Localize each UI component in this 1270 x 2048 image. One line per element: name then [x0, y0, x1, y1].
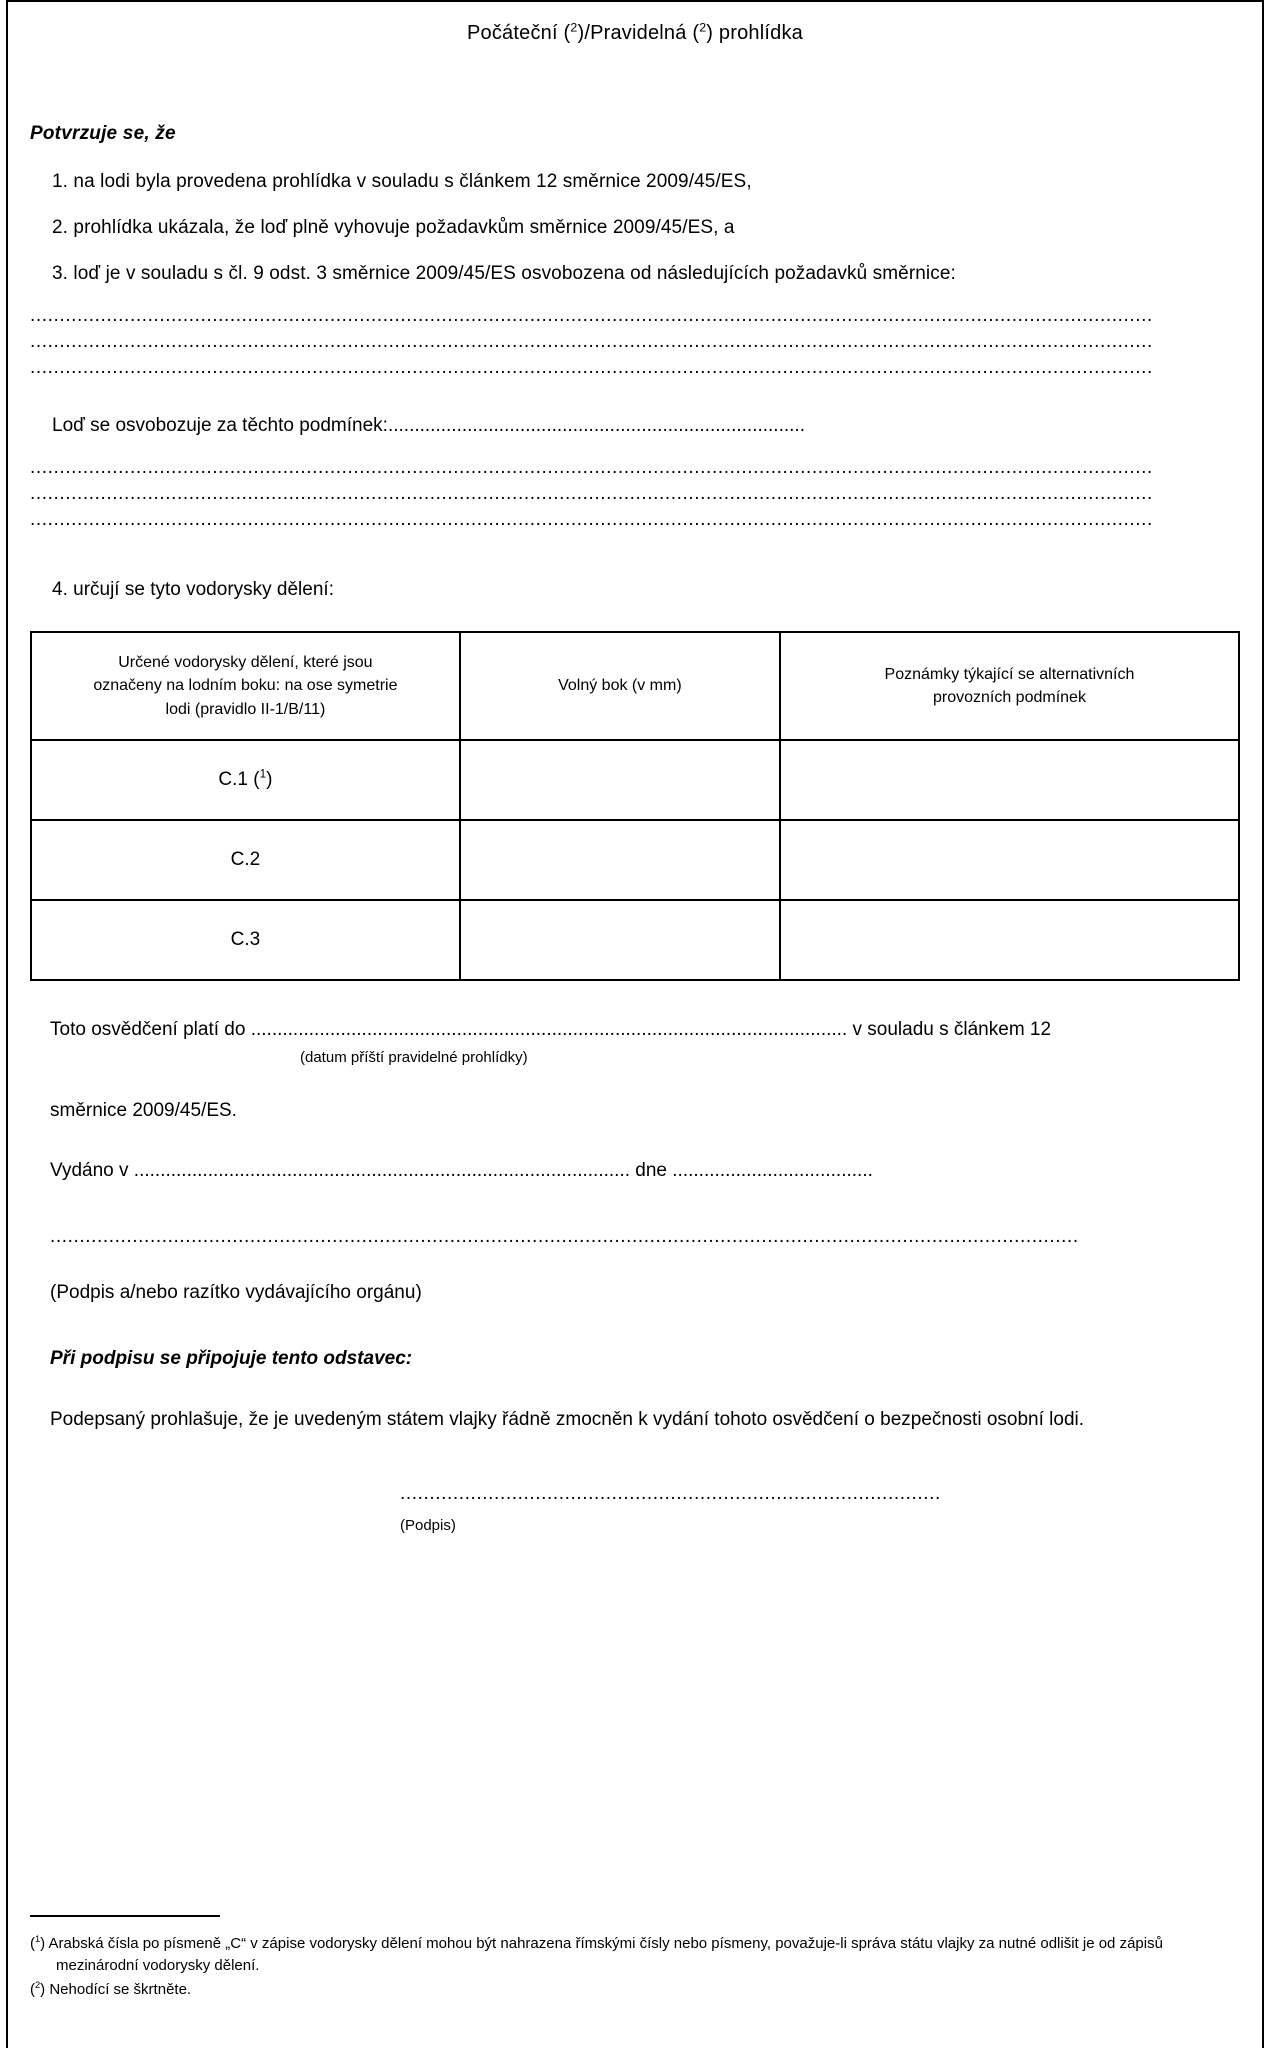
footnote-2-marker-number: 2	[35, 1980, 41, 1991]
list-item-3: 3. loď je v souladu s čl. 9 odst. 3 směrnice 2009/45/ES osvobozena od následujících požadavků směrnice:	[52, 263, 956, 284]
row-remarks-c2[interactable]	[780, 820, 1239, 900]
header-col1-line3: lodi (pravidlo II-1/B/11)	[165, 700, 326, 718]
row-label-c1-footnote-marker: 1	[259, 767, 267, 781]
exemption-conditions-line	[30, 415, 1240, 437]
validity-caption: (datum příští pravidelné prohlídky)	[300, 1049, 528, 1066]
certification-list	[30, 171, 1240, 285]
row-label-c1-text-end: )	[266, 769, 273, 790]
exemption-conditions-label: Loď se osvobozuje za těchto podmínek:	[52, 415, 388, 436]
fill-in-dots-line-4: ...............................................................................................................................................................................................	[30, 457, 1153, 478]
row-remarks-c1[interactable]	[780, 740, 1239, 820]
row-label-c3: C.3	[31, 900, 460, 980]
validity-prefix: Toto osvědčení platí do	[50, 1019, 246, 1040]
footnote-separator	[30, 1915, 220, 1917]
validity-suffix: v souladu s článkem 12	[852, 1019, 1052, 1040]
fill-in-dots-line-1: ...............................................................................................................................................................................................	[30, 305, 1153, 326]
table-header-assigned-loadlines	[31, 632, 460, 740]
row-remarks-c3[interactable]	[780, 900, 1239, 980]
header-col1-line1: Určené vodorysky dělení, které jsou	[118, 654, 373, 672]
footnote-2-marker-close: )	[40, 1981, 46, 1999]
issued-date-label: dne	[635, 1160, 667, 1181]
table-row	[31, 820, 1239, 900]
signature-caption: (Podpis)	[400, 1516, 456, 1534]
fill-in-dots-line-6: ...............................................................................................................................................................................................	[30, 509, 1153, 530]
exemption-conditions-dots: ...............................................................................	[387, 415, 805, 436]
page-title	[30, 22, 1240, 45]
title-text-middle: )/Pravidelná (	[577, 22, 700, 44]
table-header-row	[31, 632, 1239, 740]
row-freeboard-c2[interactable]	[460, 820, 780, 900]
fill-in-dots-line-5: ...............................................................................................................................................................................................	[30, 483, 1153, 504]
page-content	[8, 0, 1262, 2048]
validity-dots: .................................................................................................................	[250, 1019, 848, 1040]
subdivision-loadlines-table	[30, 631, 1240, 981]
issued-date-dots: ......................................	[672, 1160, 873, 1181]
fill-in-dots-line-3: ...............................................................................................................................................................................................	[30, 357, 1153, 378]
row-label-c1-text: C.1 (	[218, 769, 260, 790]
footnote-1-marker-number: 1	[35, 1933, 41, 1944]
list-item-1: 1. na lodi byla provedena prohlídka v souladu s článkem 12 směrnice 2009/45/ES,	[52, 171, 752, 192]
title-text-before: Počáteční (	[466, 22, 571, 44]
intro-heading: Potvrzuje se, že	[30, 123, 176, 144]
footnote-1	[30, 1933, 1240, 1977]
title-footnote-marker-2: 2	[699, 20, 707, 35]
table-header-remarks	[780, 632, 1239, 740]
attached-paragraph-heading: Při podpisu se připojuje tento odstavec:	[50, 1348, 413, 1369]
footnote-2-marker-open: (	[30, 1981, 35, 1999]
title-text-after: ) prohlídka	[706, 22, 803, 44]
title-footnote-marker-1: 2	[570, 20, 578, 35]
page-border-right	[1262, 0, 1264, 2048]
footnote-1-marker-open: (	[30, 1934, 35, 1952]
signature-dots: ............................................................................................	[400, 1482, 941, 1504]
footnote-2	[30, 1979, 1240, 2001]
table-row	[31, 900, 1239, 980]
authority-signature-dots: ...............................................................................................................................................................................	[50, 1226, 1079, 1247]
authority-signature-caption: (Podpis a/nebo razítko vydávajícího orgánu)	[50, 1282, 422, 1303]
header-col3-line1: Poznámky týkající se alternativních	[884, 665, 1135, 683]
row-freeboard-c1[interactable]	[460, 740, 780, 820]
footnote-1-marker-close: )	[40, 1934, 46, 1952]
header-col1-line2: označeny na lodním boku: na ose symetrie	[93, 677, 398, 695]
validity-line	[30, 1019, 1240, 1041]
directive-reference-line: směrnice 2009/45/ES.	[50, 1100, 237, 1121]
footnotes-section	[30, 1915, 1240, 2004]
declaration-paragraph: Podepsaný prohlašuje, že je uvedeným státem vlajky řádně zmocněn k vydání tohoto osvědčení o bezpečnosti osobní lodi.	[50, 1409, 1085, 1430]
footnote-2-text: Nehodící se škrtněte.	[49, 1981, 192, 1999]
table-row	[31, 740, 1239, 820]
issued-place-label: Vydáno v	[50, 1160, 129, 1181]
issued-place-dots: ..............................................................................................	[133, 1160, 631, 1181]
list-item-4: 4. určují se tyto vodorysky dělení:	[52, 579, 334, 600]
list-item-2: 2. prohlídka ukázala, že loď plně vyhovuje požadavkům směrnice 2009/45/ES, a	[52, 217, 735, 238]
issued-line	[30, 1160, 1240, 1182]
header-col3-line2: provozních podmínek	[932, 689, 1086, 706]
row-label-c1	[31, 740, 460, 820]
row-freeboard-c3[interactable]	[460, 900, 780, 980]
fill-in-dots-line-2: ...............................................................................................................................................................................................	[30, 331, 1153, 352]
row-label-c2: C.2	[31, 820, 460, 900]
table-header-freeboard: Volný bok (v mm)	[460, 632, 780, 740]
footnote-1-text: Arabská čísla po písmeně „C“ v zápise vodorysky dělení mohou být nahrazena římskými čísly nebo písmeny, považuje-li správa státu vlajky za nutné odlišit je od zápisů mezinárodní vodorysky dělení.	[48, 1934, 1163, 1974]
